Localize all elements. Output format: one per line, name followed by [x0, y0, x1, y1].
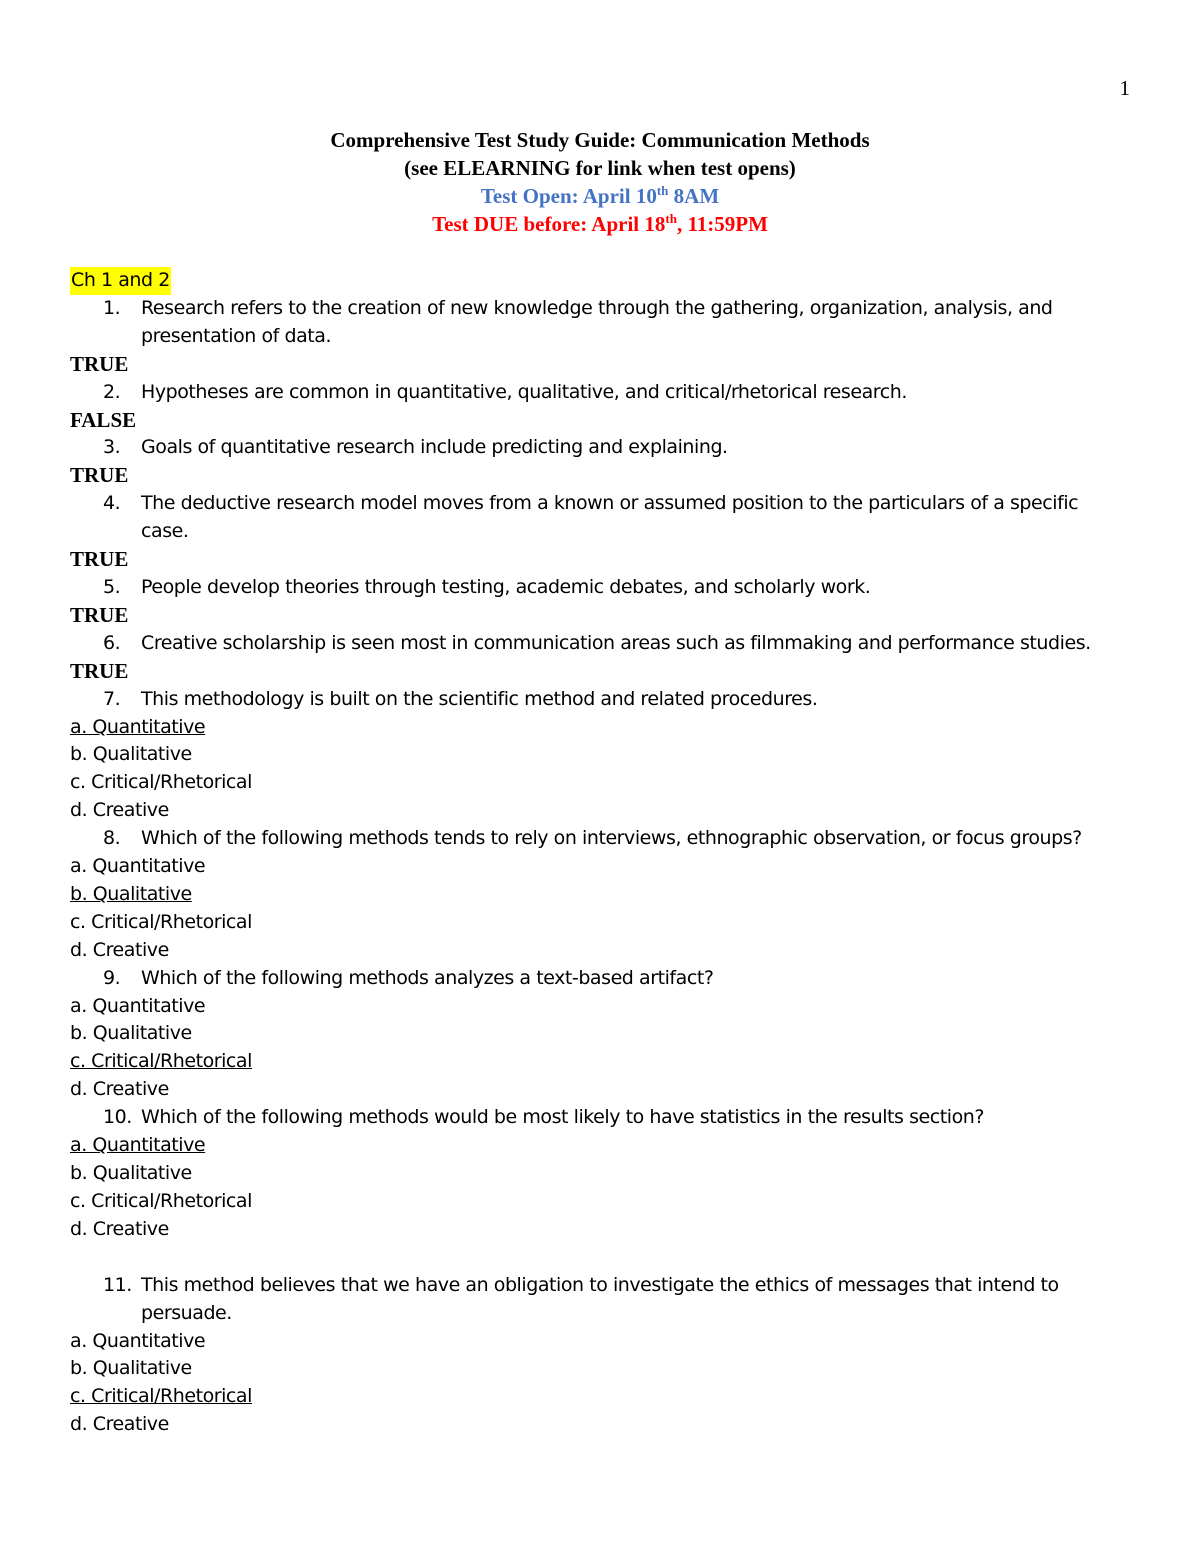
question-number: 10.: [103, 1106, 132, 1129]
test-open-prefix: Test Open: April 10: [480, 184, 657, 208]
option: d. Creative: [70, 1078, 169, 1101]
question-3: [70, 434, 1130, 462]
question-number: 7.: [103, 687, 121, 710]
question-1: [70, 295, 1130, 351]
option: a. Quantitative: [70, 1329, 206, 1352]
question-2: [70, 379, 1130, 407]
document-subtitle: (see ELEARNING for link when test opens): [404, 156, 796, 180]
answer-4: TRUE: [70, 547, 129, 572]
answer-2: FALSE: [70, 407, 137, 432]
question-text: Which of the following methods would be most likely to have statistics in the results section?: [141, 1106, 985, 1129]
test-due-suffix: , 11:59PM: [676, 212, 768, 236]
question-text: This methodology is built on the scientific method and related procedures.: [141, 687, 818, 710]
question-text: Which of the following methods analyzes a text-based artifact?: [141, 966, 714, 989]
question-number: 4.: [103, 492, 121, 515]
question-9: [70, 965, 1130, 993]
option: d. Creative: [70, 938, 169, 961]
option: c. Critical/Rhetorical: [70, 910, 252, 933]
option: d. Creative: [70, 799, 169, 822]
question-5: [70, 574, 1130, 602]
test-due-sup: th: [665, 211, 677, 226]
test-open-date: [0, 182, 1200, 210]
question-11: [70, 1272, 1130, 1328]
option: b. Qualitative: [70, 1162, 192, 1184]
question-number: 11.: [103, 1273, 132, 1296]
option: a. Quantitative: [70, 994, 206, 1017]
document-title: Comprehensive Test Study Guide: Communication Methods: [330, 128, 870, 152]
question-text: Goals of quantitative research include predicting and explaining.: [141, 436, 728, 459]
question-text: Which of the following methods tends to rely on interviews, ethnographic observation, or focus groups?: [141, 827, 1082, 850]
question-text: The deductive research model moves from a known or assumed position to the particulars of a specific case.: [141, 492, 1079, 543]
option: b. Qualitative: [70, 1357, 192, 1380]
option-correct: c. Critical/Rhetorical: [70, 1050, 252, 1073]
test-due-date: [0, 210, 1200, 238]
question-number: 2.: [103, 380, 121, 403]
answer-1: TRUE: [70, 351, 129, 376]
test-open-sup: th: [656, 183, 669, 198]
question-10: [70, 1104, 1130, 1132]
page-number: 1: [1119, 76, 1130, 100]
document-header: [0, 126, 1200, 238]
option: d. Creative: [70, 1217, 169, 1240]
question-text: People develop theories through testing, academic debates, and scholarly work.: [141, 575, 871, 598]
answer-5: TRUE: [70, 602, 129, 627]
section-label: Ch 1 and 2: [70, 267, 171, 295]
question-4: [70, 490, 1130, 546]
option: c. Critical/Rhetorical: [70, 771, 252, 794]
question-number: 5.: [103, 575, 121, 598]
option-correct: c. Critical/Rhetorical: [70, 1385, 252, 1408]
question-number: 8.: [103, 827, 121, 850]
option: d. Creative: [70, 1413, 169, 1436]
option: b. Qualitative: [70, 1022, 192, 1045]
question-number: 1.: [103, 296, 121, 319]
question-number: 3.: [103, 436, 121, 459]
question-text: This method believes that we have an obligation to investigate the ethics of messages that intend to persuade.: [141, 1273, 1059, 1324]
option: a. Quantitative: [70, 855, 206, 878]
option-correct: b. Qualitative: [70, 882, 192, 905]
option-correct: a. Quantitative: [70, 1134, 206, 1157]
blank-line: [70, 1244, 1130, 1272]
option: c. Critical/Rhetorical: [70, 1189, 252, 1212]
test-open-suffix: 8AM: [668, 184, 720, 208]
answer-3: TRUE: [70, 463, 129, 488]
option-correct: a. Quantitative: [70, 715, 206, 738]
question-7: [70, 686, 1130, 714]
question-8: [70, 825, 1130, 853]
question-text: Research refers to the creation of new knowledge through the gathering, organization, analysis, and presentation of data.: [141, 296, 1053, 347]
test-due-prefix: Test DUE before: April 18: [432, 212, 666, 236]
question-text: Creative scholarship is seen most in communication areas such as filmmaking and performance studies.: [141, 631, 1091, 654]
question-number: 9.: [103, 966, 121, 989]
question-text: Hypotheses are common in quantitative, qualitative, and critical/rhetorical research.: [141, 380, 907, 403]
answer-6: TRUE: [70, 658, 129, 683]
option: b. Qualitative: [70, 743, 192, 766]
question-6: [70, 630, 1130, 658]
document-body: [70, 267, 1130, 1439]
question-number: 6.: [103, 631, 121, 654]
